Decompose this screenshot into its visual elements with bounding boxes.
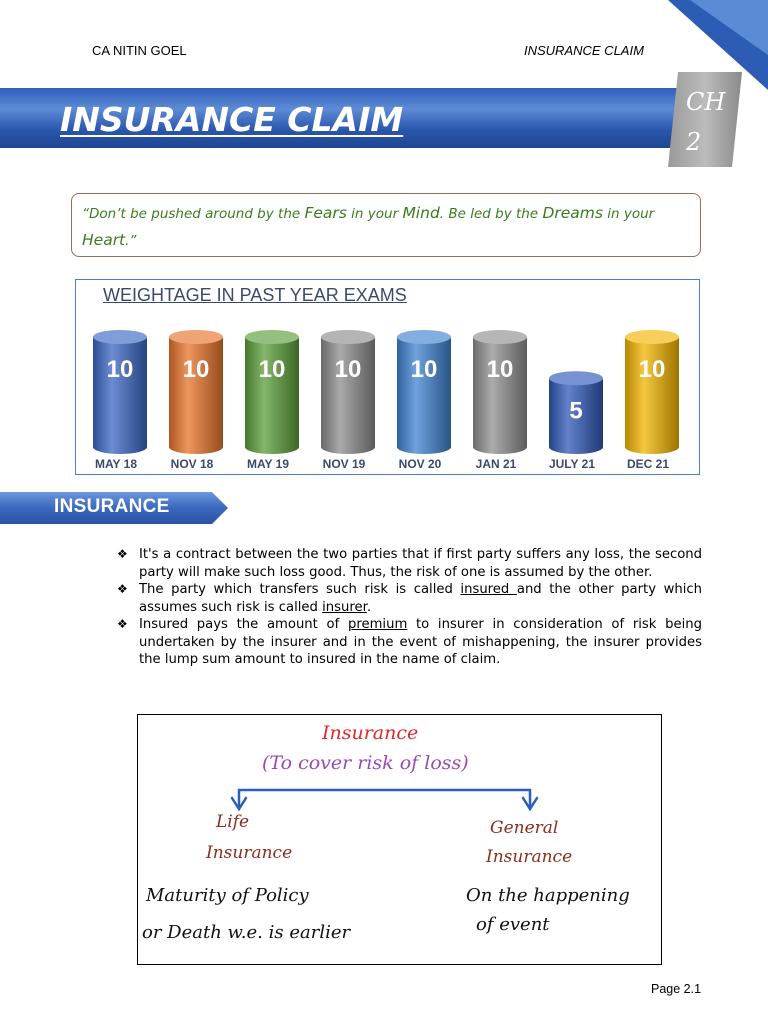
corner-decoration: [0, 0, 768, 90]
bullet-text: It's a contract between the two parties that if first party suffers any loss, the second party will make such loss good. Thus, the risk of one is assumed by the other.: [139, 547, 702, 580]
life-insurance-description: or Death w.e. is earlier: [142, 922, 351, 943]
diamond-bullet-icon: ❖: [117, 547, 128, 561]
bar-value-label: 10: [258, 356, 286, 383]
diagram-subtitle: (To cover risk of loss): [262, 752, 469, 774]
bar-value-label: 10: [182, 356, 210, 383]
bar-nov-20: [397, 330, 451, 454]
general-insurance-label: General: [490, 818, 559, 838]
bar-value-label: 5: [569, 397, 583, 425]
general-insurance-description: of event: [476, 914, 550, 935]
chapter-value: 2: [686, 128, 702, 156]
quote-text: . Be led by the: [439, 206, 543, 222]
chapter-label: CH: [686, 88, 726, 116]
bullet-text: and the other party which assumes such risk is called: [139, 582, 702, 615]
category-label: NOV 19: [322, 457, 366, 471]
bullet-text: to insurer in consideration of risk being undertaken by the insurer and in the event of mishappening, the insurer provides the lump sum amount to insured in the name of claim.: [139, 617, 702, 667]
bar-value-label: 10: [638, 356, 666, 383]
category-label: DEC 21: [626, 457, 670, 471]
general-insurance-description: On the happening: [466, 885, 630, 906]
bar-value-label: 10: [486, 356, 514, 383]
header-author: CA NITIN GOEL: [92, 43, 187, 58]
page-title: INSURANCE CLAIM: [60, 100, 404, 139]
term-premium: premium: [347, 617, 408, 632]
category-label: JULY 21: [548, 457, 596, 471]
bullet-text: Insured pays the amount of: [139, 617, 348, 632]
quote-text: in your: [346, 206, 403, 222]
category-label: JAN 21: [475, 457, 517, 471]
category-label: MAY 19: [246, 457, 290, 471]
bar-value-label: 10: [106, 356, 134, 383]
life-insurance-label: Insurance: [206, 843, 293, 863]
life-insurance-label: Life: [216, 812, 250, 832]
quote-text: in your: [602, 206, 655, 222]
quote-text: “Don’t be pushed around by the: [82, 206, 305, 222]
chart-title: WEIGHTAGE IN PAST YEAR EXAMS: [103, 285, 407, 305]
category-label: NOV 18: [170, 457, 214, 471]
list-item: [117, 616, 702, 669]
diamond-bullet-icon: ❖: [117, 617, 128, 631]
quote-word-fears: Fears: [304, 204, 347, 222]
diamond-bullet-icon: ❖: [117, 582, 128, 596]
quote-word-mind: Mind: [402, 204, 440, 222]
bullet-text: .: [366, 599, 372, 615]
list-item: [117, 581, 702, 616]
category-label: MAY 18: [94, 457, 138, 471]
bar-value-label: 10: [334, 356, 362, 383]
weightage-chart: [75, 279, 700, 475]
bar-nov-19: [321, 330, 375, 454]
term-insured: insured: [460, 582, 517, 597]
page-number: Page 2.1: [651, 982, 702, 996]
list-item: [117, 546, 702, 581]
bar-may-19: [245, 330, 299, 454]
life-insurance-description: Maturity of Policy: [146, 885, 309, 906]
chapter-number: [686, 82, 726, 162]
bullet-text: The party which transfers such risk is called: [139, 582, 461, 597]
section-heading: INSURANCE: [54, 496, 170, 517]
bullet-list: [117, 546, 702, 669]
term-insurer: insurer: [322, 599, 367, 615]
quote-word-heart: Heart: [82, 231, 126, 249]
bar-dec-21: [625, 330, 679, 454]
quote-text: .”: [125, 233, 137, 249]
bar-jan-21: [473, 330, 527, 454]
bar-value-label: 10: [410, 356, 438, 383]
quote-box: [71, 193, 701, 257]
diagram-title: Insurance: [322, 722, 419, 744]
header-chapter-title: INSURANCE CLAIM: [524, 43, 644, 58]
bar-may-18: [93, 330, 147, 454]
bar-july-21: [549, 371, 603, 454]
general-insurance-label: Insurance: [486, 847, 573, 867]
category-label: NOV 20: [398, 457, 442, 471]
quote-word-dreams: Dreams: [542, 204, 603, 222]
bar-nov-18: [169, 330, 223, 454]
